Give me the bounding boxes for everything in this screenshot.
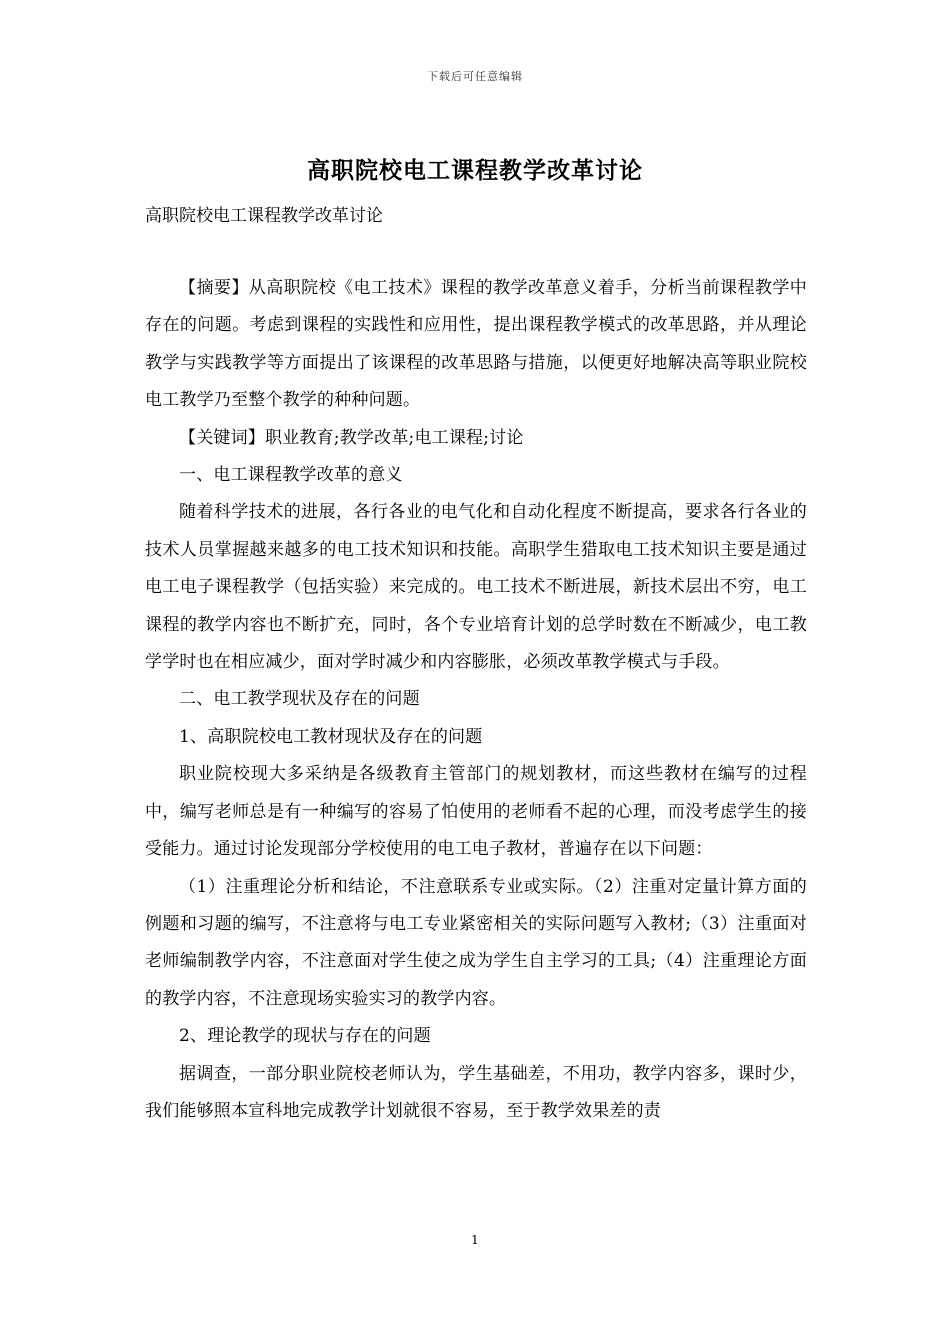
abstract-paragraph: 【摘要】从高职院校《电工技术》课程的教学改革意义着手，分析当前课程教学中存在的问题。考虑到课程的实践性和应用性，提出课程教学模式的改革思路，并从理论教学与实践教学等方面提出了该课程的改革思路与措施，以便更好地解决高等职业院校电工教学乃至整个教学的种种问题。 bbox=[145, 278, 807, 411]
section-heading-2: 二、电工教学现状及存在的问题 bbox=[179, 689, 420, 710]
subsection-heading-2-2: 2、理论教学的现状与存在的问题 bbox=[179, 1026, 431, 1047]
subsection-heading-2-1: 1、高职院校电工教材现状及存在的问题 bbox=[179, 726, 483, 747]
body-paragraph: 据调查，一部分职业院校老师认为，学生基础差，不用功，教学内容多，课时少，我们能够照本宣科地完成教学计划就很不容易，至于教学效果差的责 bbox=[145, 1063, 807, 1121]
body-paragraph: 职业院校现大多采纳是各级教育主管部门的规划教材，而这些教材在编写的过程中，编写老师总是有一种编写的容易了怕使用的老师看不起的心理，而没考虑学生的接受能力。通过讨论发现部分学校使用的电工电子教材，普遍存在以下问题： bbox=[145, 764, 807, 860]
document-title: 高职院校电工课程教学改革讨论 bbox=[307, 157, 643, 184]
body-paragraph: 随着科学技术的进展，各行各业的电气化和自动化程度不断提高，要求各行各业的技术人员掌握越来越多的电工技术知识和技能。高职学生猎取电工技术知识主要是通过电工电子课程教学（包括实验）来完成的。电工技术不断进展，新技术层出不穷，电工课程的教学内容也不断扩充，同时，各个专业培育计划的总学时数在不断减少，电工教学学时也在相应减少，面对学时减少和内容膨胀，必须改革教学模式与手段。 bbox=[145, 502, 807, 673]
body-paragraph: （1）注重理论分析和结论，不注意联系专业或实际。（2）注重对定量计算方面的例题和习题的编写，不注意将与电工专业紧密相关的实际问题写入教材;（3）注重面对老师编制教学内容，不注意面对学生使之成为学生自主学习的工具;（4）注重理论方面的教学内容，不注意现场实验实习的教学内容。 bbox=[145, 876, 807, 1009]
keywords-paragraph: 【关键词】职业教育;教学改革;电工课程;讨论 bbox=[179, 427, 524, 448]
header-note: 下载后可任意编辑 bbox=[427, 70, 523, 83]
document-subtitle: 高职院校电工课程教学改革讨论 bbox=[145, 206, 383, 226]
document-body bbox=[145, 270, 807, 1130]
page-number: 1 bbox=[471, 1233, 479, 1247]
section-heading-1: 一、电工课程教学改革的意义 bbox=[179, 465, 403, 486]
